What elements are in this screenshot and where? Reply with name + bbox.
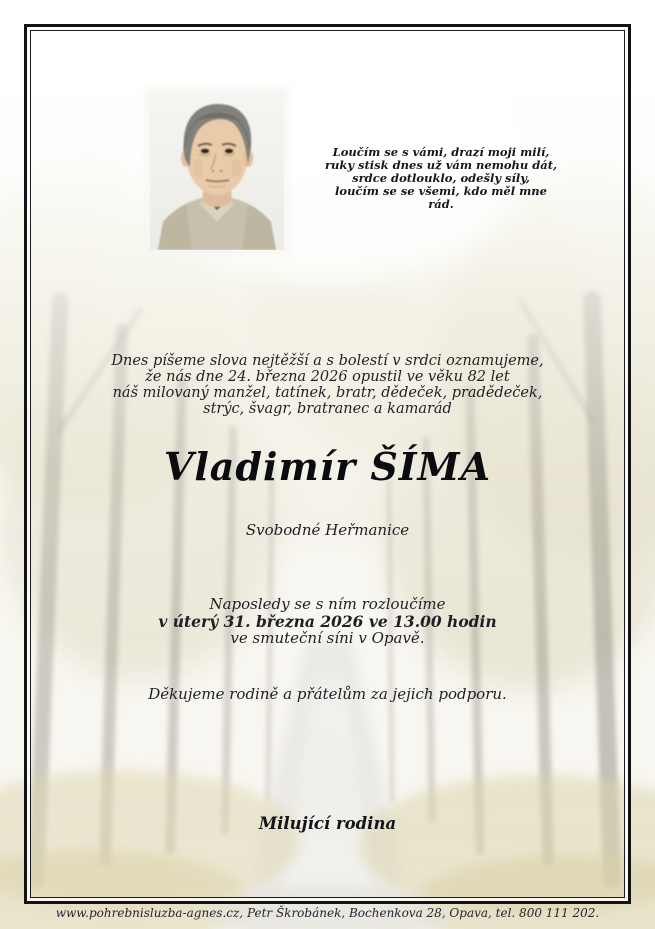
deceased-name: Vladimír ŠÍMA — [163, 444, 492, 489]
deceased-residence: Svobodné Heřmanice — [245, 521, 410, 539]
poem-line: ruky stisk dnes už vám nemohu dát, — [324, 158, 558, 172]
ceremony-details — [40, 596, 615, 647]
closing-signature: Milující rodina — [258, 814, 397, 833]
funeral-service-contact: www.pohrebnisluzba-agnes.cz, Petr Škrobánek, Bochenkova 28, Opava, tel. 800 111 202. — [55, 906, 600, 920]
ceremony-line: Naposledy se s ním rozloučíme — [209, 595, 446, 613]
poem-line: srdce dotlouklo, odešly síly, — [352, 171, 530, 185]
poem-line: loučím se se všemi, kdo měl mne rád. — [335, 184, 547, 211]
announcement-line: že nás dne 24. března 2026 opustil ve věku 82 let — [145, 369, 510, 385]
announcement-line: Dnes píšeme slova nejtěžší a s bolestí v srdci oznamujeme, — [111, 353, 544, 369]
farewell-poem — [321, 146, 561, 211]
ceremony-place-line: ve smuteční síni v Opavě. — [230, 629, 425, 647]
death-announcement — [40, 353, 615, 417]
portrait-photo — [150, 92, 284, 250]
thanks-note: Děkujeme rodině a přátelům za jejich podporu. — [148, 685, 507, 703]
poem-line: Loučím se s vámi, drazí moji milí, — [332, 145, 550, 159]
announcement-line: náš milovaný manžel, tatínek, bratr, dědeček, pradědeček, — [112, 385, 543, 401]
announcement-line: strýc, švagr, bratranec a kamarád — [203, 401, 452, 417]
portrait-image — [150, 92, 284, 250]
ceremony-date-line: v úterý 31. března 2026 ve 13.00 hodin — [158, 612, 497, 631]
